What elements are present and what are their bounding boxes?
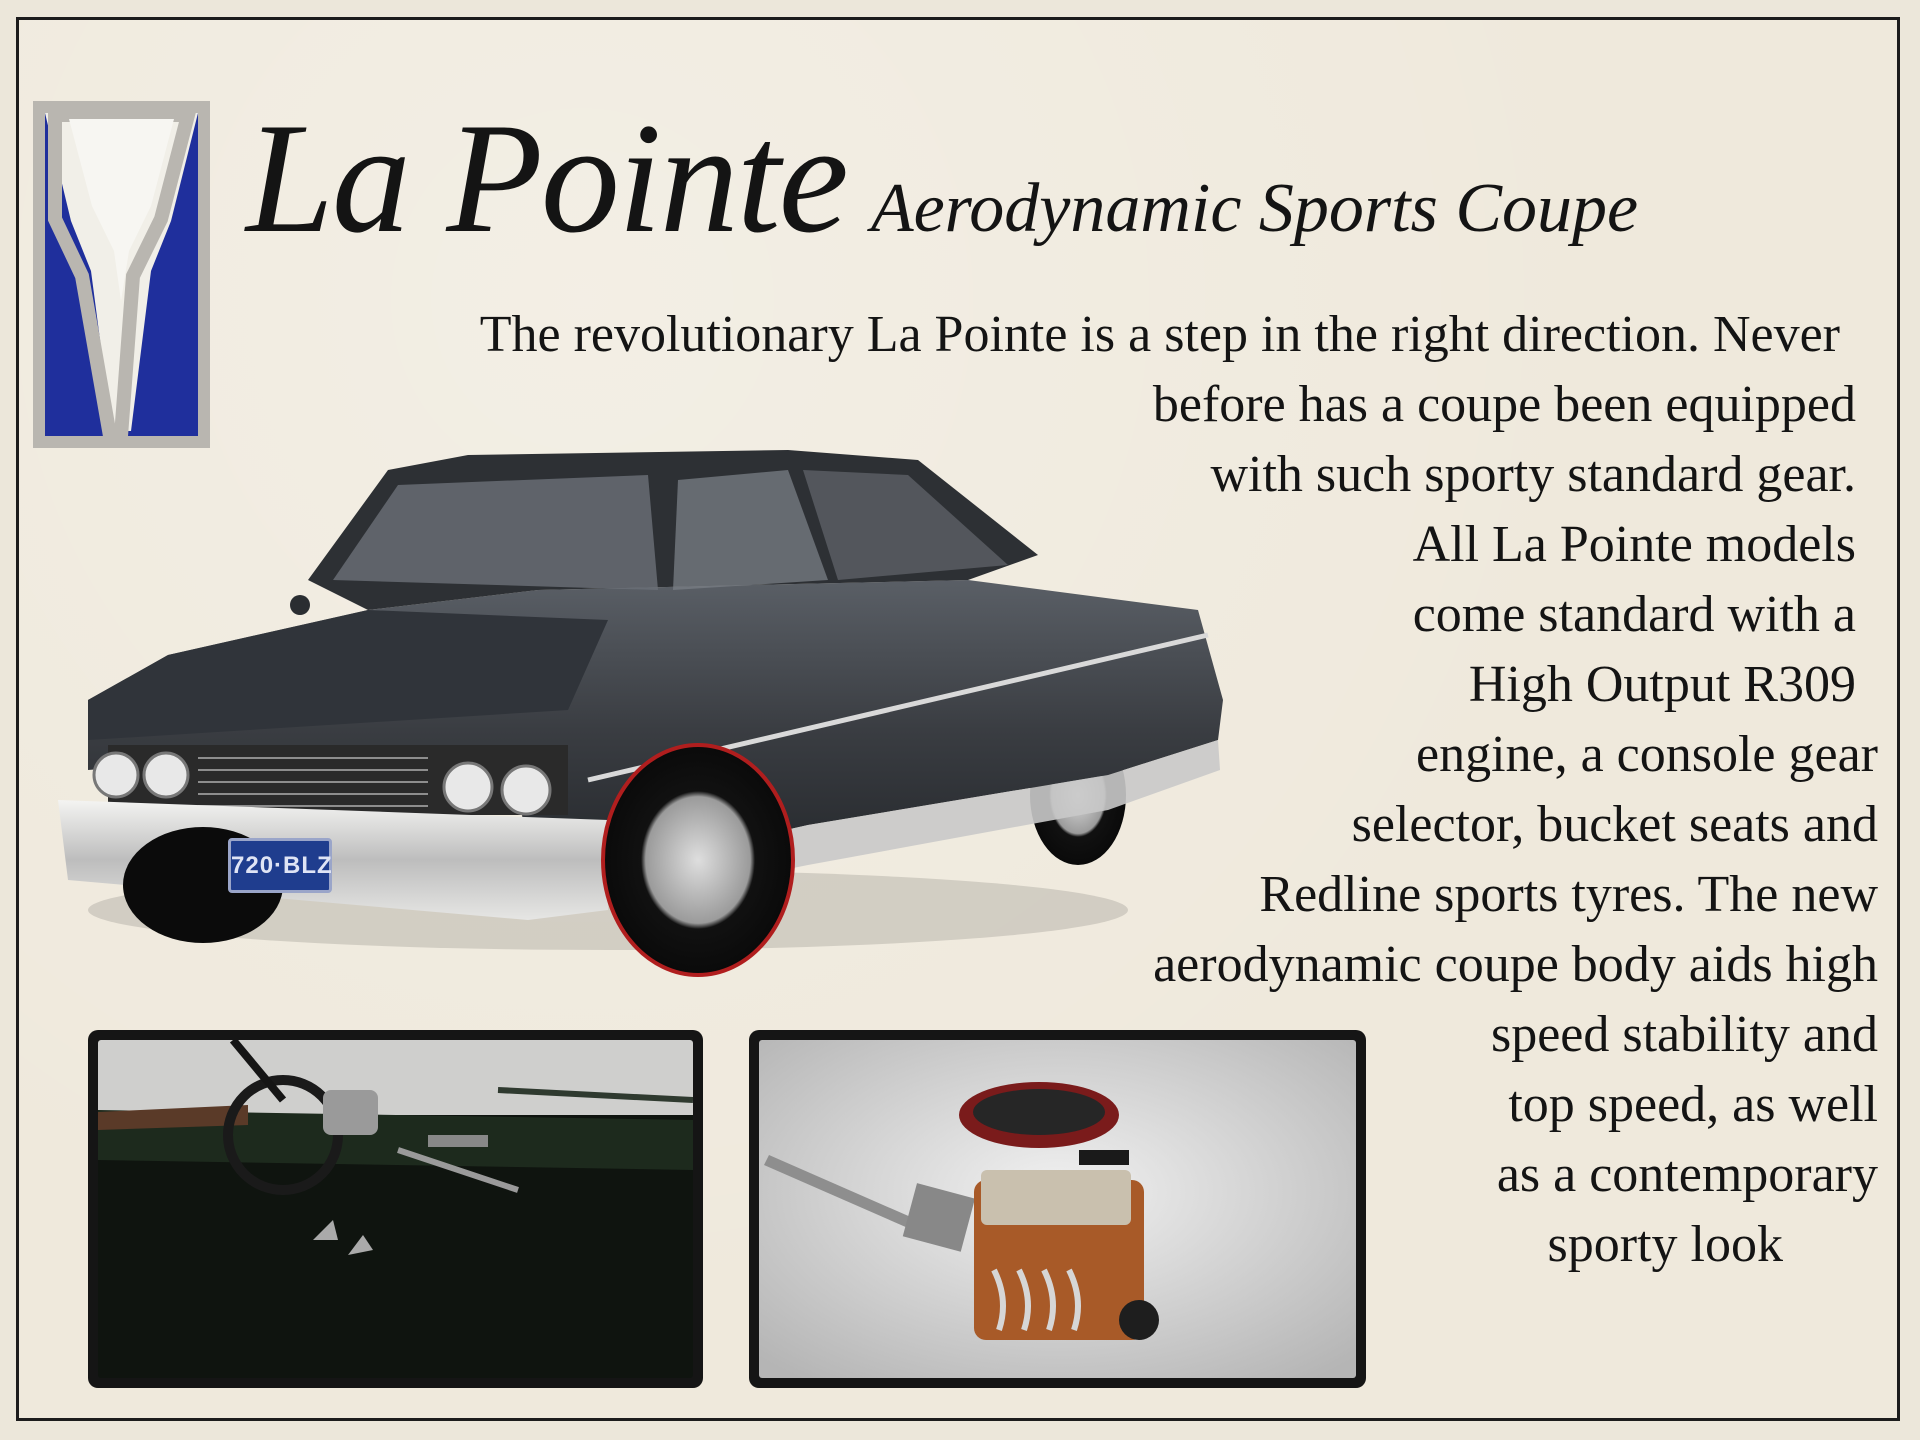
copy-line: speed stability and <box>1490 1006 1878 1063</box>
brand-logo-icon <box>33 101 210 448</box>
copy-line: aerodynamic coupe body aids high <box>1153 936 1878 993</box>
copy-line: top speed, as well <box>1508 1076 1878 1133</box>
title-row <box>246 91 1639 266</box>
engine-photo <box>749 1030 1366 1388</box>
interior-photo <box>88 1030 703 1388</box>
copy-line: sporty look <box>1547 1216 1783 1273</box>
copy-line: with such sporty standard gear. <box>1210 446 1856 503</box>
car-image <box>48 440 1243 1000</box>
page-title: La Pointe <box>246 91 847 266</box>
page-subtitle: Aerodynamic Sports Coupe <box>870 170 1639 247</box>
copy-line: as a contemporary <box>1496 1146 1878 1203</box>
copy-line: selector, bucket seats and <box>1351 796 1878 853</box>
copy-line: Redline sports tyres. The new <box>1259 866 1878 923</box>
copy-line: engine, a console gear <box>1415 726 1878 783</box>
copy-line: before has a coupe been equipped <box>1152 376 1856 433</box>
copy-line: High Output R309 <box>1468 656 1856 713</box>
copy-line: The revolutionary La Pointe is a step in the right direction. Never <box>479 306 1840 363</box>
license-plate: 720·BLZ <box>228 838 332 893</box>
copy-line: come standard with a <box>1412 586 1856 643</box>
copy-line: All La Pointe models <box>1412 516 1856 573</box>
